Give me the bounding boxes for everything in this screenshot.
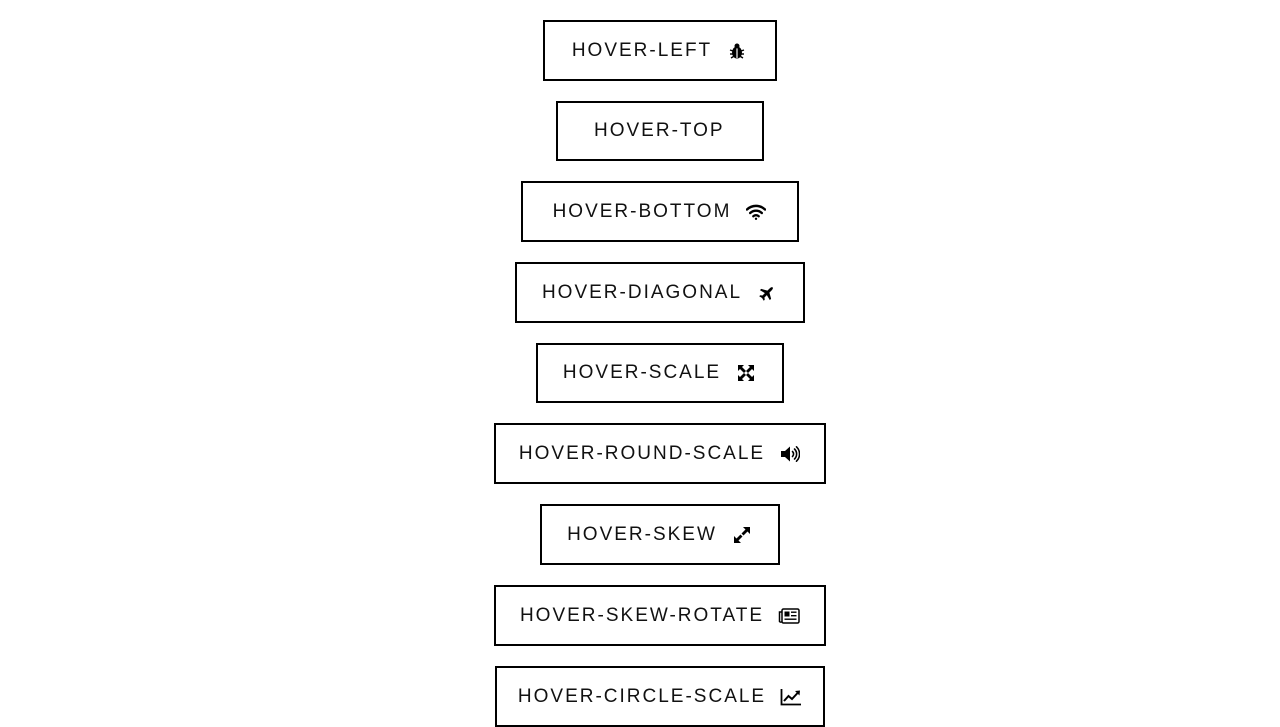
hover-bottom-button[interactable] — [521, 181, 799, 242]
button-label: HOVER-TOP — [594, 120, 725, 141]
hover-skew-button[interactable] — [540, 504, 780, 565]
hover-scale-button[interactable] — [536, 343, 784, 403]
button-label: HOVER-SKEW — [567, 523, 717, 545]
button-label: HOVER-DIAGONAL — [541, 281, 743, 303]
button-label: HOVER-SKEW-ROTATE — [519, 604, 765, 626]
button-label: HOVER-CIRCLE-SCALE — [517, 685, 767, 707]
expand-arrows-icon — [735, 362, 757, 384]
button-label: HOVER-ROUND-SCALE — [518, 442, 766, 464]
newspaper-icon — [778, 605, 800, 627]
hover-round-scale-button[interactable] — [494, 423, 826, 484]
wifi-icon — [745, 201, 767, 223]
hover-left-button[interactable] — [543, 20, 777, 81]
hover-circle-scale-button[interactable] — [495, 666, 825, 727]
expand-diagonal-icon — [731, 524, 753, 546]
line-chart-icon — [780, 686, 802, 708]
button-label: HOVER-SCALE — [562, 362, 722, 383]
button-label: HOVER-BOTTOM — [552, 200, 732, 222]
volume-icon — [779, 443, 801, 465]
button-label: HOVER-LEFT — [571, 39, 713, 61]
hover-diagonal-button[interactable] — [515, 262, 805, 323]
bug-icon — [726, 40, 748, 62]
hover-top-button[interactable] — [556, 101, 764, 161]
plane-icon — [756, 282, 778, 304]
hover-skew-rotate-button[interactable] — [494, 585, 826, 646]
